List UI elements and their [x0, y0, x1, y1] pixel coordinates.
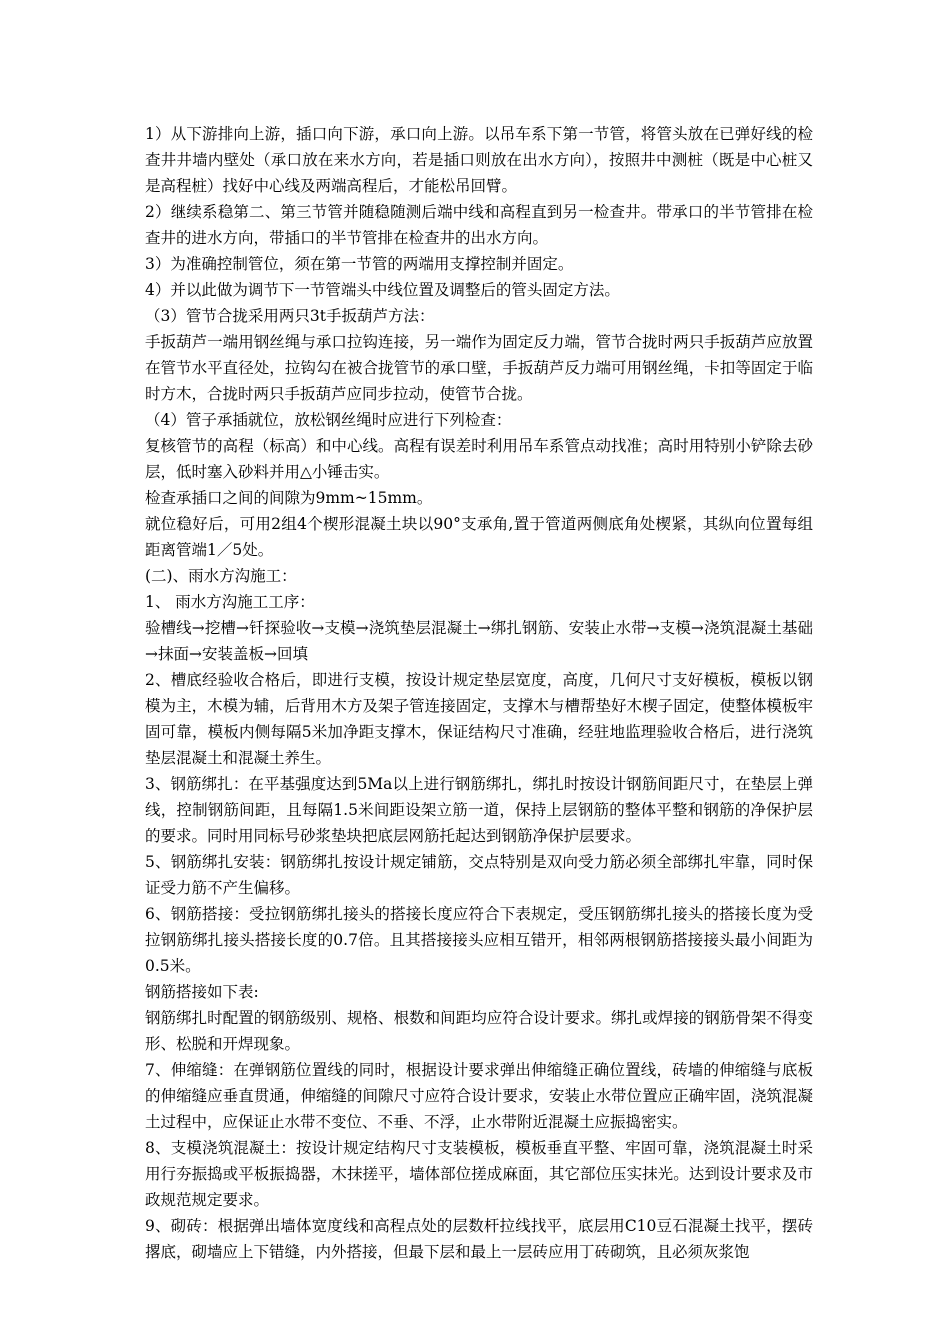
paragraph-pipe-laying-step-3: 3）为准确控制管位，须在第一节管的两端用支撑控制并固定。 — [145, 255, 574, 273]
paragraph-brick-laying: 9、砌砖：根据弹出墙体宽度线和高程点处的层数杆拉线找平，底层用C10豆石混凝土找平，摆砖撂底，砌墙应上下错缝，内外搭接，但最下层和最上一层砖应用丁砖砌筑，且必须灰浆饱 — [145, 1217, 813, 1261]
paragraph-formwork: 2、槽底经验收合格后，即进行支模，按设计规定垫层宽度，高度，几何尺寸支好模板，模板以钢模为主，木模为辅，后背用木方及架子管连接固定，支撑木与槽帮垫好木楔子固定，使整体模板牢固可靠，模板内侧每隔5米加净距支撑木，保证结构尺寸准确，经驻地监理验收合格后，进行浇筑垫层混凝土和混凝土养生。 — [145, 671, 813, 767]
paragraph-socket-check-heading: （4）管子承插就位，放松钢丝绳时应进行下列检查： — [145, 411, 512, 429]
paragraph-lap-table-note: 钢筋搭接如下表: — [145, 983, 259, 1001]
paragraph-closure-method-heading: （3）管节合拢采用两只3t手扳葫芦方法： — [145, 307, 435, 325]
paragraph-concrete-pouring: 8、支模浇筑混凝土：按设计规定结构尺寸支装模板，模板垂直平整、牢固可靠，浇筑混凝土时采用行夯振捣或平板振捣器，木抹搓平，墙体部位搓成麻面，其它部位压实抹光。达到设计要求及市政规范规定要求。 — [145, 1139, 813, 1209]
paragraph-pipe-laying-step-1: 1）从下游排向上游，插口向下游，承口向上游。以吊车系下第一节管，将管头放在已弹好线的检查井井墙内壁处（承口放在来水方向，若是插口则放在出水方向），按照井中测桩（既是中心桩又是高程桩）找好中心线及两端高程后，才能松吊回臂。 — [145, 125, 813, 195]
paragraph-rebar-binding: 3、钢筋绑扎：在平基强度达到5Ma以上进行钢筋绑扎，绑扎时按设计钢筋间距尺寸，在垫层上弹线，控制钢筋间距，且每隔1.5米间距设架立筋一道，保持上层钢筋的整体平整和钢筋的净保护层的要求。同时用同标号砂浆垫块把底层网筋托起达到钢筋净保护层要求。 — [145, 775, 813, 845]
section-heading-rain-channel: (二)、雨水方沟施工： — [145, 567, 297, 585]
paragraph-expansion-joint: 7、伸缩缝：在弹钢筋位置线的同时，根据设计要求弹出伸缩缝正确位置线，砖墙的伸缩缝与底板的伸缩缝应垂直贯通，伸缩缝的间隙尺寸应符合设计要求，安装止水带位置应正确牢固，浇筑混凝土过程中，应保证止水带不变位、不垂、不浮，止水带附近混凝土应振捣密实。 — [145, 1061, 813, 1131]
paragraph-gap-check: 检查承插口之间的间隙为9mm~15mm。 — [145, 489, 433, 507]
paragraph-pipe-laying-step-2: 2）继续系稳第二、第三节管并随稳随测后端中线和高程直到另一检查井。带承口的半节管排在检查井的进水方向，带插口的半节管排在检查井的出水方向。 — [145, 203, 813, 247]
paragraph-process-sequence: 验槽线→挖槽→钎探验收→支模→浇筑垫层混凝土→绑扎钢筋、安装止水带→支模→浇筑混凝土基础→抹面→安装盖板→回填 — [145, 619, 813, 663]
paragraph-rebar-lap: 6、钢筋搭接：受拉钢筋绑扎接头的搭接长度应符合下表规定，受压钢筋绑扎接头的搭接长度为受拉钢筋绑扎接头搭接长度的0.7倍。且其搭接接头应相互错开，相邻两根钢筋搭接接头最小间距为0.5米。 — [145, 905, 813, 975]
paragraph-pipe-laying-step-4: 4）并以此做为调节下一节管端头中线位置及调整后的管头固定方法。 — [145, 281, 620, 299]
paragraph-elevation-check: 复核管节的高程（标高）和中心线。高程有误差时利用吊车系管点动找准；高时用特别小铲除去砂层，低时塞入砂料并用△小锤击实。 — [145, 437, 813, 481]
paragraph-rebar-installation: 5、钢筋绑扎安装：钢筋绑扎按设计规定铺筋，交点特别是双向受力筋必须全部绑扎牢靠，同时保证受力筋不产生偏移。 — [145, 853, 813, 897]
paragraph-process-heading: 1、 雨水方沟施工工序： — [145, 593, 315, 611]
document-page — [145, 121, 813, 1265]
paragraph-wedge-blocks: 就位稳好后，可用2组4个楔形混凝土块以90°支承角,置于管道两侧底角处楔紧，其纵向位置每组距离管端1／5处。 — [145, 515, 813, 559]
paragraph-rebar-requirements: 钢筋绑扎时配置的钢筋级别、规格、根数和间距均应符合设计要求。绑扎或焊接的钢筋骨架不得变形、松脱和开焊现象。 — [145, 1009, 813, 1053]
paragraph-closure-method: 手扳葫芦一端用钢丝绳与承口拉钩连接，另一端作为固定反力端，管节合拢时两只手扳葫芦应放置在管节水平直径处，拉钩勾在被合拢管节的承口壁，手扳葫芦反力端可用钢丝绳，卡扣等固定于临时方木，合拢时两只手扳葫芦应同步拉动，使管节合拢。 — [145, 333, 813, 403]
